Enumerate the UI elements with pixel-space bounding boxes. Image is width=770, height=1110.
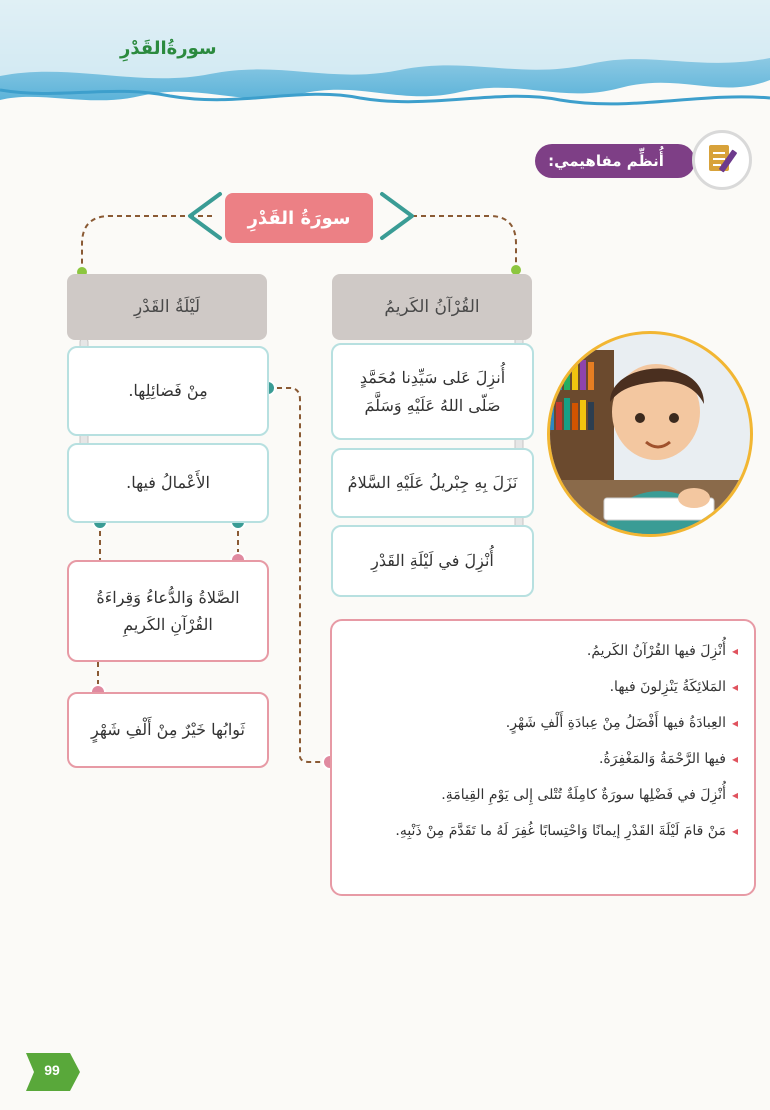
right-column-heading: القُرْآنُ الكَريمُ bbox=[332, 274, 532, 340]
right-item-2: نَزَلَ بِهِ جِبْريلُ عَلَيْهِ السَّلامُ bbox=[331, 448, 534, 518]
right-item-3: أُنْزِلَ في لَيْلَةِ القَدْرِ bbox=[331, 525, 534, 597]
virtues-label: مِنْ فَضائِلِها. bbox=[67, 346, 269, 436]
map-title: سورَةُ القَدْرِ bbox=[225, 193, 373, 243]
deeds-label: الأَعْمالُ فيها. bbox=[67, 443, 269, 523]
list-item: ◂مَنْ قامَ لَيْلَةَ القَدْرِ إيمانًا وَاحْتِسابًا غُفِرَ لَهُ ما تَقَدَّمَ مِنْ ذَنْبِهِ. bbox=[395, 823, 738, 839]
right-item-1: أُنزِلَ عَلى سَيِّدِنا مُحَمَّدٍ صَلّى اللهُ عَلَيْهِ وَسَلَّمَ bbox=[331, 343, 534, 440]
list-item: ◂أُنْزِلَ في فَضْلِها سورَةٌ كامِلَةٌ تُتْلى إِلى يَوْمِ القِيامَةِ. bbox=[441, 787, 738, 803]
organizer-label: أُنظِّم مفاهيمي: bbox=[535, 144, 695, 178]
left-column-heading: لَيْلَةُ القَدْرِ bbox=[67, 274, 267, 340]
reward-box: ثَوابُها خَيْرٌ مِنْ أَلْفِ شَهْرٍ bbox=[67, 692, 269, 768]
deeds-detail: الصَّلاةُ وَالدُّعاءُ وَقِراءَةُ القُرْآنِ الكَريمِ bbox=[67, 560, 269, 662]
list-item: ◂المَلائِكَةُ يَنْزِلونَ فيها. bbox=[609, 679, 738, 695]
list-item: ◂العِبادَةُ فيها أَفْضَلُ مِنْ عِبادَةِ أَلْفِ شَهْرٍ. bbox=[505, 715, 738, 731]
section-title: سورةُالقَدْرِ bbox=[120, 38, 217, 59]
virtues-list-box bbox=[330, 619, 756, 896]
boy-writing-illustration bbox=[544, 330, 756, 538]
page-number: 99 bbox=[44, 1062, 60, 1078]
list-item: ◂فيها الرَّحْمَةُ وَالمَغْفِرَةُ. bbox=[598, 751, 738, 767]
list-item: ◂أُنْزِلَ فيها القُرْآنُ الكَريمُ. bbox=[586, 643, 738, 659]
